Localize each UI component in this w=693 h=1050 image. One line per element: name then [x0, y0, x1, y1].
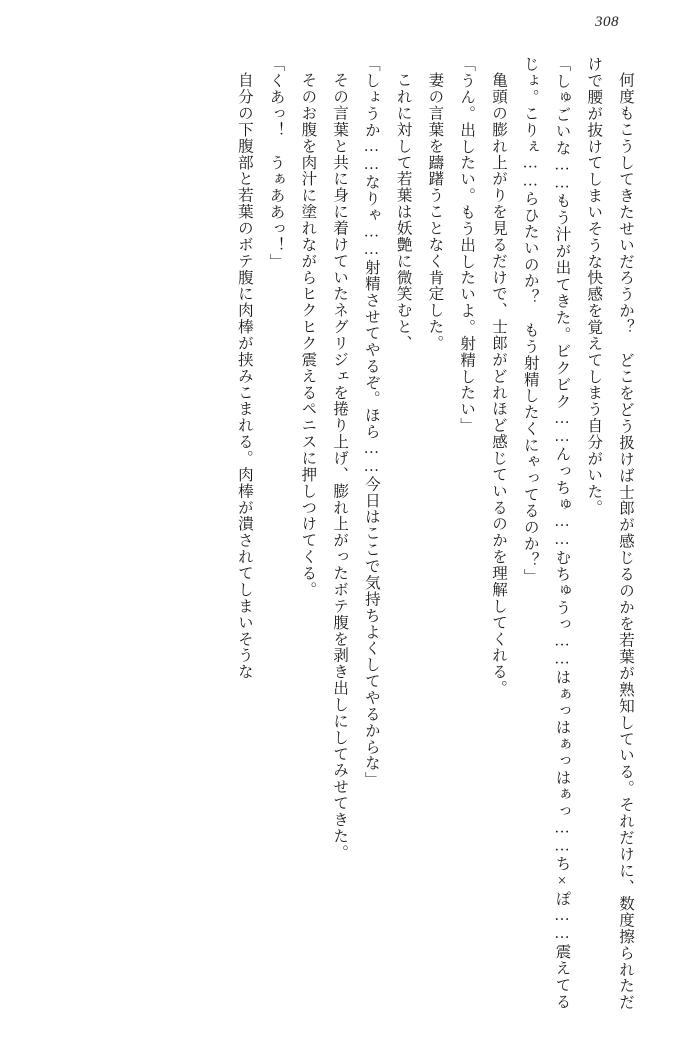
body-paragraph: その言葉と共に身に着けていたネグリジェを捲り上げ、膨れ上がったボテ腹を剥き出しにしてみせてきた。	[331, 71, 349, 861]
body-paragraph: 「くあっ！ うぁああっ！」	[267, 56, 285, 270]
body-paragraph: 自分の下腹部と若葉のボテ腹に肉棒が挟みこまれる。肉棒が潰されてしまいそうな	[235, 71, 253, 680]
body-paragraph: そのお腹を肉汁に塗れながらヒクヒク震えるペニスに押しつけてくる。	[299, 71, 317, 598]
body-paragraph: 妻の言葉を躊躇うことなく肯定した。	[426, 71, 444, 351]
body-paragraph: 亀頭の膨れ上がりを見るだけで、士郎がどれほど感じているのかを理解してくれる。	[489, 71, 507, 696]
body-paragraph: 何度もこうしてきたせいだろうか？ どこをどう扱けば士郎が感じるのかを若葉が熟知している。それだけに、数度擦られただけで腰が抜けてしまいそうな快感を覚えてしまう自分がいた。	[585, 56, 634, 1010]
body-paragraph: 「しゅごいな……もう汁が出てきた。ビクビク……んっちゅ……むちゅうっ……はぁっはぁっはぁっ……ち×ぽ……震えてるじょ。こりぇ……らひたいのか？ もう射精したくにゃってるのか？」	[521, 56, 571, 1010]
body-paragraph: 「うん。出したい。もう出したいよ。射精したい」	[458, 56, 476, 434]
page-number: 308	[595, 14, 619, 30]
body-paragraph: これに対して若葉は妖艶に微笑むと、	[394, 71, 412, 351]
body-paragraph: 「しょうか……なりゃ……射精させてやるぞ。ほら……今日はここで気持ちよくしてやるからな」	[362, 56, 380, 788]
page-body-text	[52, 56, 641, 1010]
